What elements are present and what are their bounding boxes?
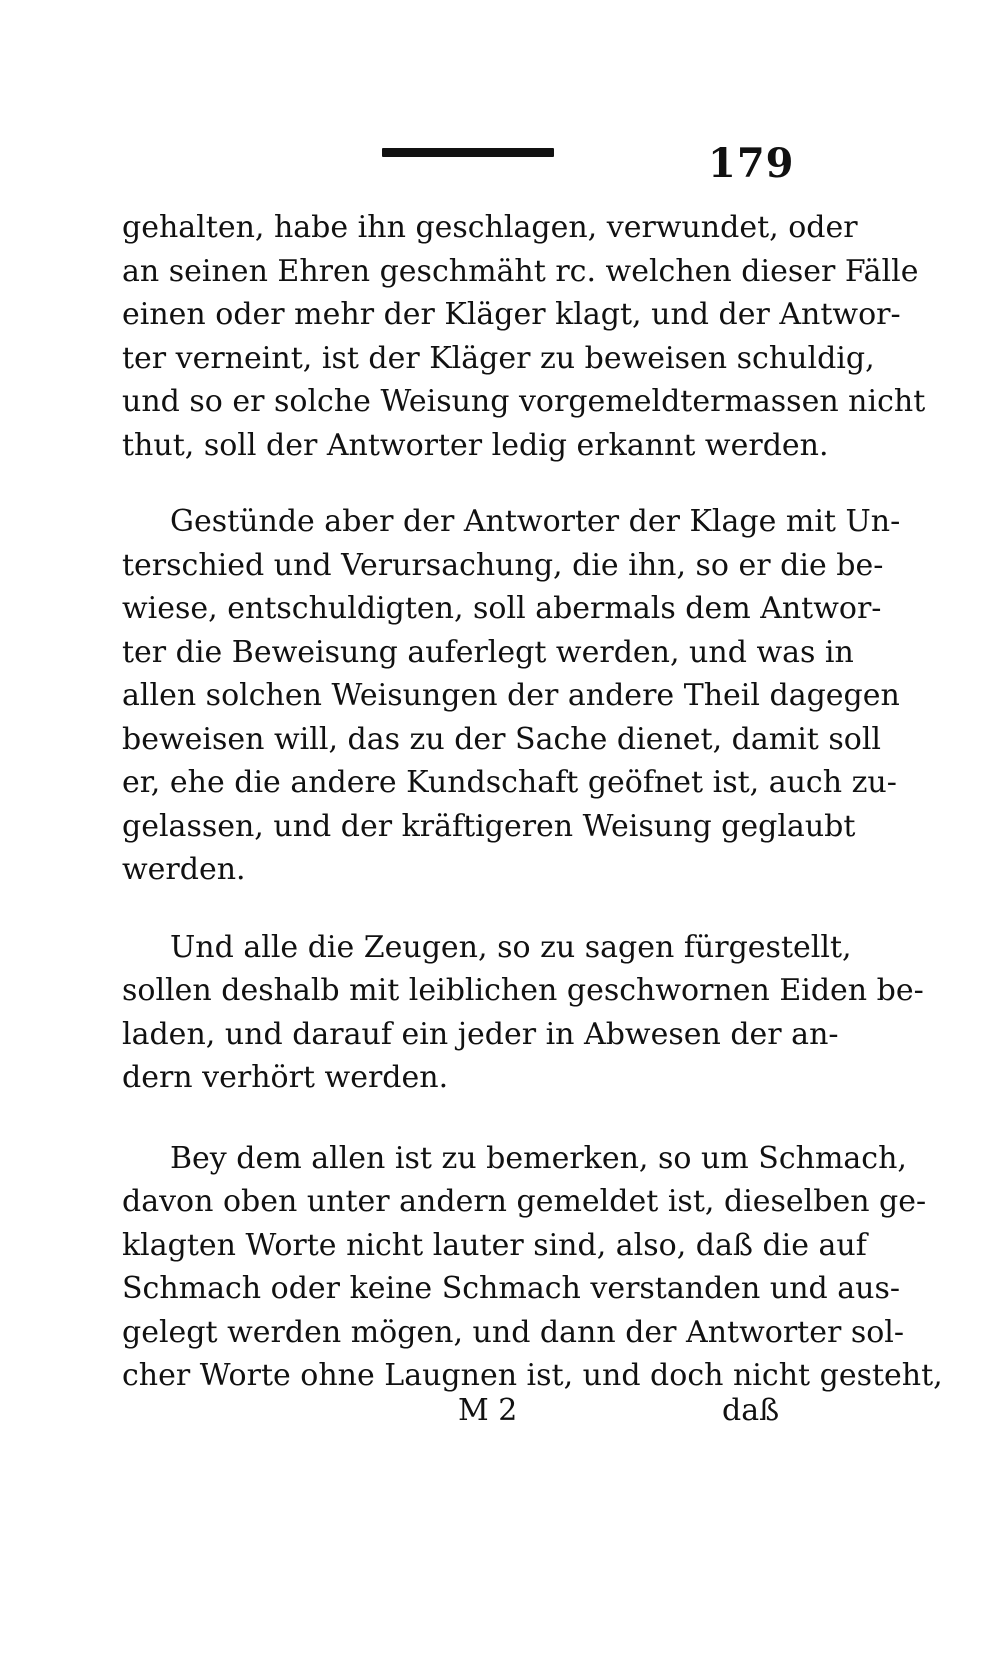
text-line: klagten Worte nicht lauter sind, also, daß die auf <box>122 1227 867 1263</box>
text-line: ter verneint, ist der Kläger zu beweisen schuldig, <box>122 340 875 376</box>
text-line: allen solchen Weisungen der andere Theil dagegen <box>122 678 900 713</box>
text-line: Gestünde aber der Antworter der Klage mit Un- <box>170 504 901 539</box>
text-line: davon oben unter andern gemeldet ist, dieselben ge- <box>122 1184 927 1219</box>
text-line: gelegt werden mögen, und dann der Antworter sol- <box>122 1314 905 1350</box>
text-line: dern verhört werden. <box>122 1060 449 1095</box>
text-line: terschied und Verursachung, die ihn, so er die be- <box>122 547 884 583</box>
text-line: an seinen Ehren geschmäht rc. welchen dieser Fälle <box>122 253 919 289</box>
text-line: wiese, entschuldigten, soll abermals dem Antwor- <box>122 591 882 626</box>
header-rule <box>382 148 554 157</box>
paragraph-1 <box>122 206 926 467</box>
text-line: cher Worte ohne Laugnen ist, und doch nicht gesteht, <box>122 1358 943 1393</box>
text-line: sollen deshalb mit leiblichen geschwornen Eiden be- <box>122 973 924 1008</box>
text-line: gelassen, und der kräftigeren Weisung geglaubt <box>122 808 856 844</box>
text-line: werden. <box>122 852 246 887</box>
text-line: beweisen will, das zu der Sache dienet, damit soll <box>122 721 882 757</box>
body-text <box>122 206 943 1398</box>
text-line: Bey dem allen ist zu bemerken, so um Schmach, <box>170 1140 907 1176</box>
text-line: einen oder mehr der Kläger klagt, und der Antwor- <box>122 297 901 332</box>
text-line: ter die Beweisung auferlegt werden, und was in <box>122 634 854 670</box>
paragraph-4 <box>122 1137 943 1398</box>
text-line: er, ehe die andere Kundschaft geöfnet ist, auch zu- <box>122 765 897 800</box>
text-line: Schmach oder keine Schmach verstanden und aus- <box>122 1271 901 1306</box>
paragraph-2 <box>122 500 901 892</box>
signature-mark: M 2 <box>458 1393 518 1428</box>
paragraph-3 <box>122 926 924 1100</box>
page-number: 179 <box>708 140 795 187</box>
text-line: und so er solche Weisung vorgemeldtermassen nicht <box>122 384 926 419</box>
text-line: laden, und darauf ein jeder in Abwesen der an- <box>122 1016 839 1052</box>
text-line: Und alle die Zeugen, so zu sagen fürgestellt, <box>170 929 852 965</box>
text-line: gehalten, habe ihn geschlagen, verwundet, oder <box>122 210 858 245</box>
text-line: thut, soll der Antworter ledig erkannt werden. <box>122 427 829 463</box>
catchword: daß <box>722 1393 780 1428</box>
